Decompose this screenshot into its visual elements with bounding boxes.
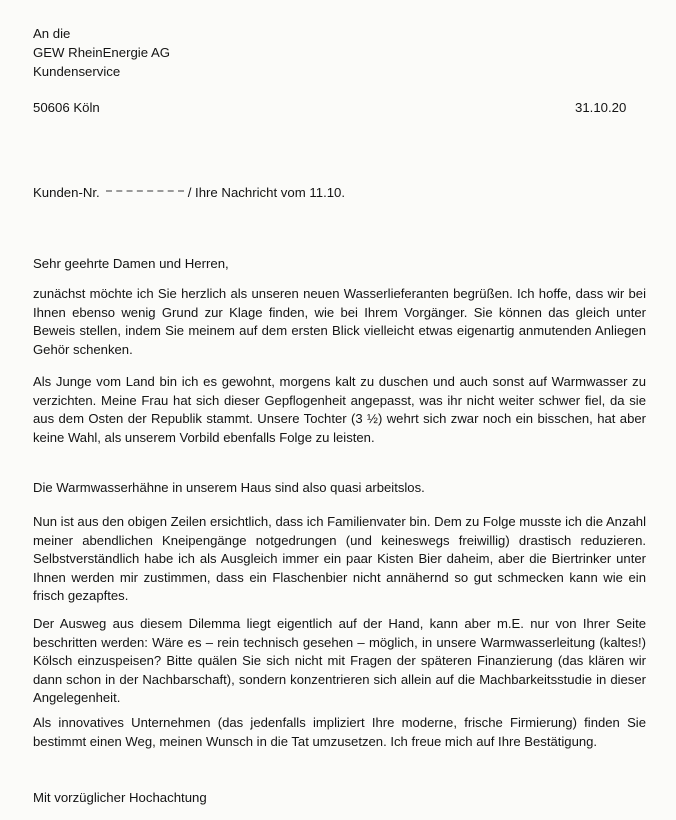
paragraph-family: Nun ist aus den obigen Zeilen ersichtlich, dass ich Familienvater bin. Dem zu Folge musste ich die Anzahl meiner abendlichen Kneipengänge notgedrungen (und keineswegs freiwillig) drastisch reduzieren. Selbstverständlich habe ich als Ausgleich immer ein paar Kisten Bier daheim, aber die Biertrinker unter Ihnen werden mir zustimmen, dass ein Flaschenbier nicht annähernd so gut schmecken kann wie ein frisch gezapftes. (33, 514, 646, 604)
letter-date: 31.10.20 (575, 100, 627, 115)
salutation: Sehr geehrte Damen und Herren, (33, 256, 229, 271)
paragraph-closing-remarks: Als innovatives Unternehmen (das jedenfalls impliziert Ihre moderne, frische Firmierung) finden Sie bestimmt einen Weg, meinen Wunsch in die Tat umzusetzen. Ich freue mich auf Ihre Bestätigung. (33, 715, 646, 749)
paragraph-background: Als Junge vom Land bin ich es gewohnt, morgens kalt zu duschen und auch sonst auf Warmwasser zu verzichten. Meine Frau hat sich dieser Gepflogenheit angepasst, was ihr nicht weiter schwer fiel, da sie aus dem Osten der Republik stammt. Unsere Tochter (3 ½) wehrt sich zwar noch ein bisschen, hat aber keine Wahl, als unserem Vorbild ebenfalls Folge zu leisten. (33, 374, 646, 445)
address-line-2: GEW RheinEnergie AG (33, 45, 171, 60)
paragraph-request: Der Ausweg aus diesem Dilemma liegt eigentlich auf der Hand, kann aber m.E. nur von Ihrer Seite beschritten werden: Wäre es – rein technisch gesehen – möglich, in unsere Warmwasserleitung (kaltes!) Kölsch einzuspeisen? Bitte quälen Sie sich nicht mit Fragen der späteren Finanzierung (das klären wir dann schon in der Nachbarschaft), sondern konzentrieren sich allein auf die Machbarkeitsstudie in dieser Angelegenheit. (33, 616, 646, 706)
date-fade (628, 99, 650, 117)
paragraph-greeting: zunächst möchte ich Sie herzlich als unseren neuen Wasserlieferanten begrüßen. Ich hoffe, dass wir bei Ihnen ebenso wenig Grund zur Klage finden, wie bei Ihrem Vorgänger. Sie können das gleich unter Beweis stellen, indem Sie meinem auf dem ersten Blick vielleicht etwas eigenartig anmutenden Anliegen Gehör schenken. (33, 286, 646, 357)
reference-fade (370, 184, 392, 202)
paragraph-warm-water-taps: Die Warmwasserhähne in unserem Haus sind also quasi arbeitslos. (33, 480, 425, 495)
address-line-1: An die (33, 26, 71, 41)
address-line-3: Kundenservice (33, 64, 121, 79)
reference-suffix: / Ihre Nachricht vom 11.10. (187, 185, 346, 200)
customer-number-label: Kunden-Nr. (33, 185, 100, 200)
closing-formula: Mit vorzüglicher Hochachtung (33, 790, 207, 805)
reference-line (33, 185, 345, 201)
address-city: 50606 Köln (33, 100, 100, 115)
redacted-customer-number (106, 190, 184, 194)
